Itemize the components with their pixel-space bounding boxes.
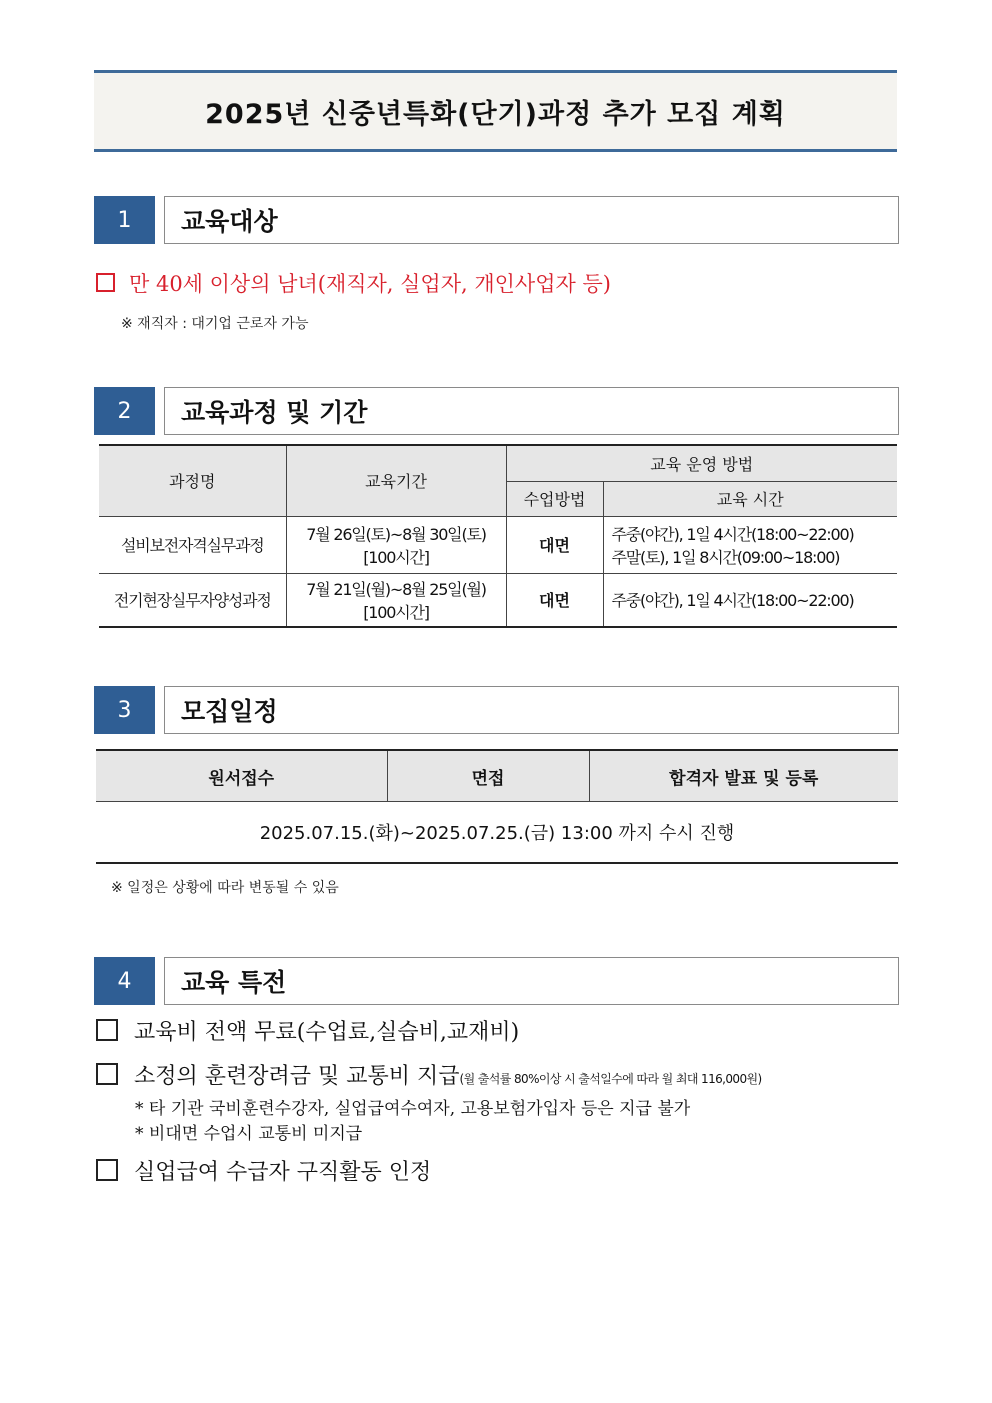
benefit-item — [96, 1155, 431, 1186]
header-operation: 교육 운영 방법 — [506, 445, 897, 481]
benefit-item — [96, 1059, 762, 1090]
header-announcement: 합격자 발표 및 등록 — [589, 750, 898, 802]
section-4-number: 4 — [94, 957, 155, 1005]
benefit-text: 교육비 전액 무료(수업료,실습비,교재비) — [134, 1020, 520, 1045]
course-period — [286, 573, 506, 627]
section-4-title: 교육 특전 — [164, 957, 899, 1005]
schedule-value: 2025.07.15.(화)~2025.07.25.(금) 13:00 까지 수시 진행 — [96, 802, 898, 864]
checkbox-icon — [96, 1159, 118, 1181]
benefit-item — [96, 1015, 519, 1046]
period-hours: [100시간] — [363, 547, 429, 567]
section-3-title: 모집일정 — [164, 686, 899, 734]
course-name: 설비보전자격실무과정 — [99, 516, 286, 573]
course-period — [286, 516, 506, 573]
section-2-number: 2 — [94, 387, 155, 435]
target-note: ※ 재직자 : 대기업 근로자 가능 — [121, 316, 309, 332]
header-application: 원서접수 — [96, 750, 387, 802]
course-method: 대면 — [506, 573, 603, 627]
course-table — [99, 444, 897, 628]
page-title: 2025년 신중년특화(단기)과정 추가 모집 계획 — [94, 70, 897, 152]
schedule-table — [96, 749, 898, 864]
header-time: 교육 시간 — [603, 481, 897, 516]
schedule-note: ※ 일정은 상황에 따라 변동될 수 있음 — [111, 880, 339, 896]
benefit-text: 실업급여 수급자 구직활동 인정 — [134, 1160, 432, 1185]
course-name: 전기현장실무자양성과정 — [99, 573, 286, 627]
time-line: 주중(야간), 1일 4시간(18:00~22:00) — [611, 524, 854, 544]
benefit-detail: (월 출석률 80%이상 시 출석일수에 따라 월 최대 116,000원) — [459, 1072, 762, 1086]
benefit-sub-note: * 비대면 수업시 교통비 미지급 — [135, 1124, 363, 1144]
period-hours: [100시간] — [363, 602, 429, 622]
target-line — [96, 268, 611, 298]
header-method: 수업방법 — [506, 481, 603, 516]
checkbox-icon — [96, 1019, 118, 1041]
table-row — [99, 573, 897, 627]
checkbox-icon — [96, 1063, 118, 1085]
header-period: 교육기간 — [286, 445, 506, 516]
section-1-title: 교육대상 — [164, 196, 899, 244]
section-1-number: 1 — [94, 196, 155, 244]
header-interview: 면접 — [387, 750, 589, 802]
benefit-sub-note: * 타 기관 국비훈련수강자, 실업급여수여자, 고용보험가입자 등은 지급 불가 — [135, 1099, 691, 1119]
course-time — [603, 516, 897, 573]
time-line: 주말(토), 1일 8시간(09:00~18:00) — [611, 547, 840, 567]
course-time: 주중(야간), 1일 4시간(18:00~22:00) — [603, 573, 897, 627]
target-main: 만 40세 이상의 남녀(재직자, 실업자, 개인사업자 등) — [129, 272, 611, 296]
header-course-name: 과정명 — [99, 445, 286, 516]
period-line: 7월 21일(월)~8월 25일(월) — [306, 579, 486, 599]
checkbox-icon — [96, 273, 115, 292]
section-3-number: 3 — [94, 686, 155, 734]
section-2-title: 교육과정 및 기간 — [164, 387, 899, 435]
course-method: 대면 — [506, 516, 603, 573]
period-line: 7월 26일(토)~8월 30일(토) — [306, 524, 486, 544]
table-row — [99, 516, 897, 573]
benefit-text: 소정의 훈련장려금 및 교통비 지급 — [134, 1064, 460, 1089]
